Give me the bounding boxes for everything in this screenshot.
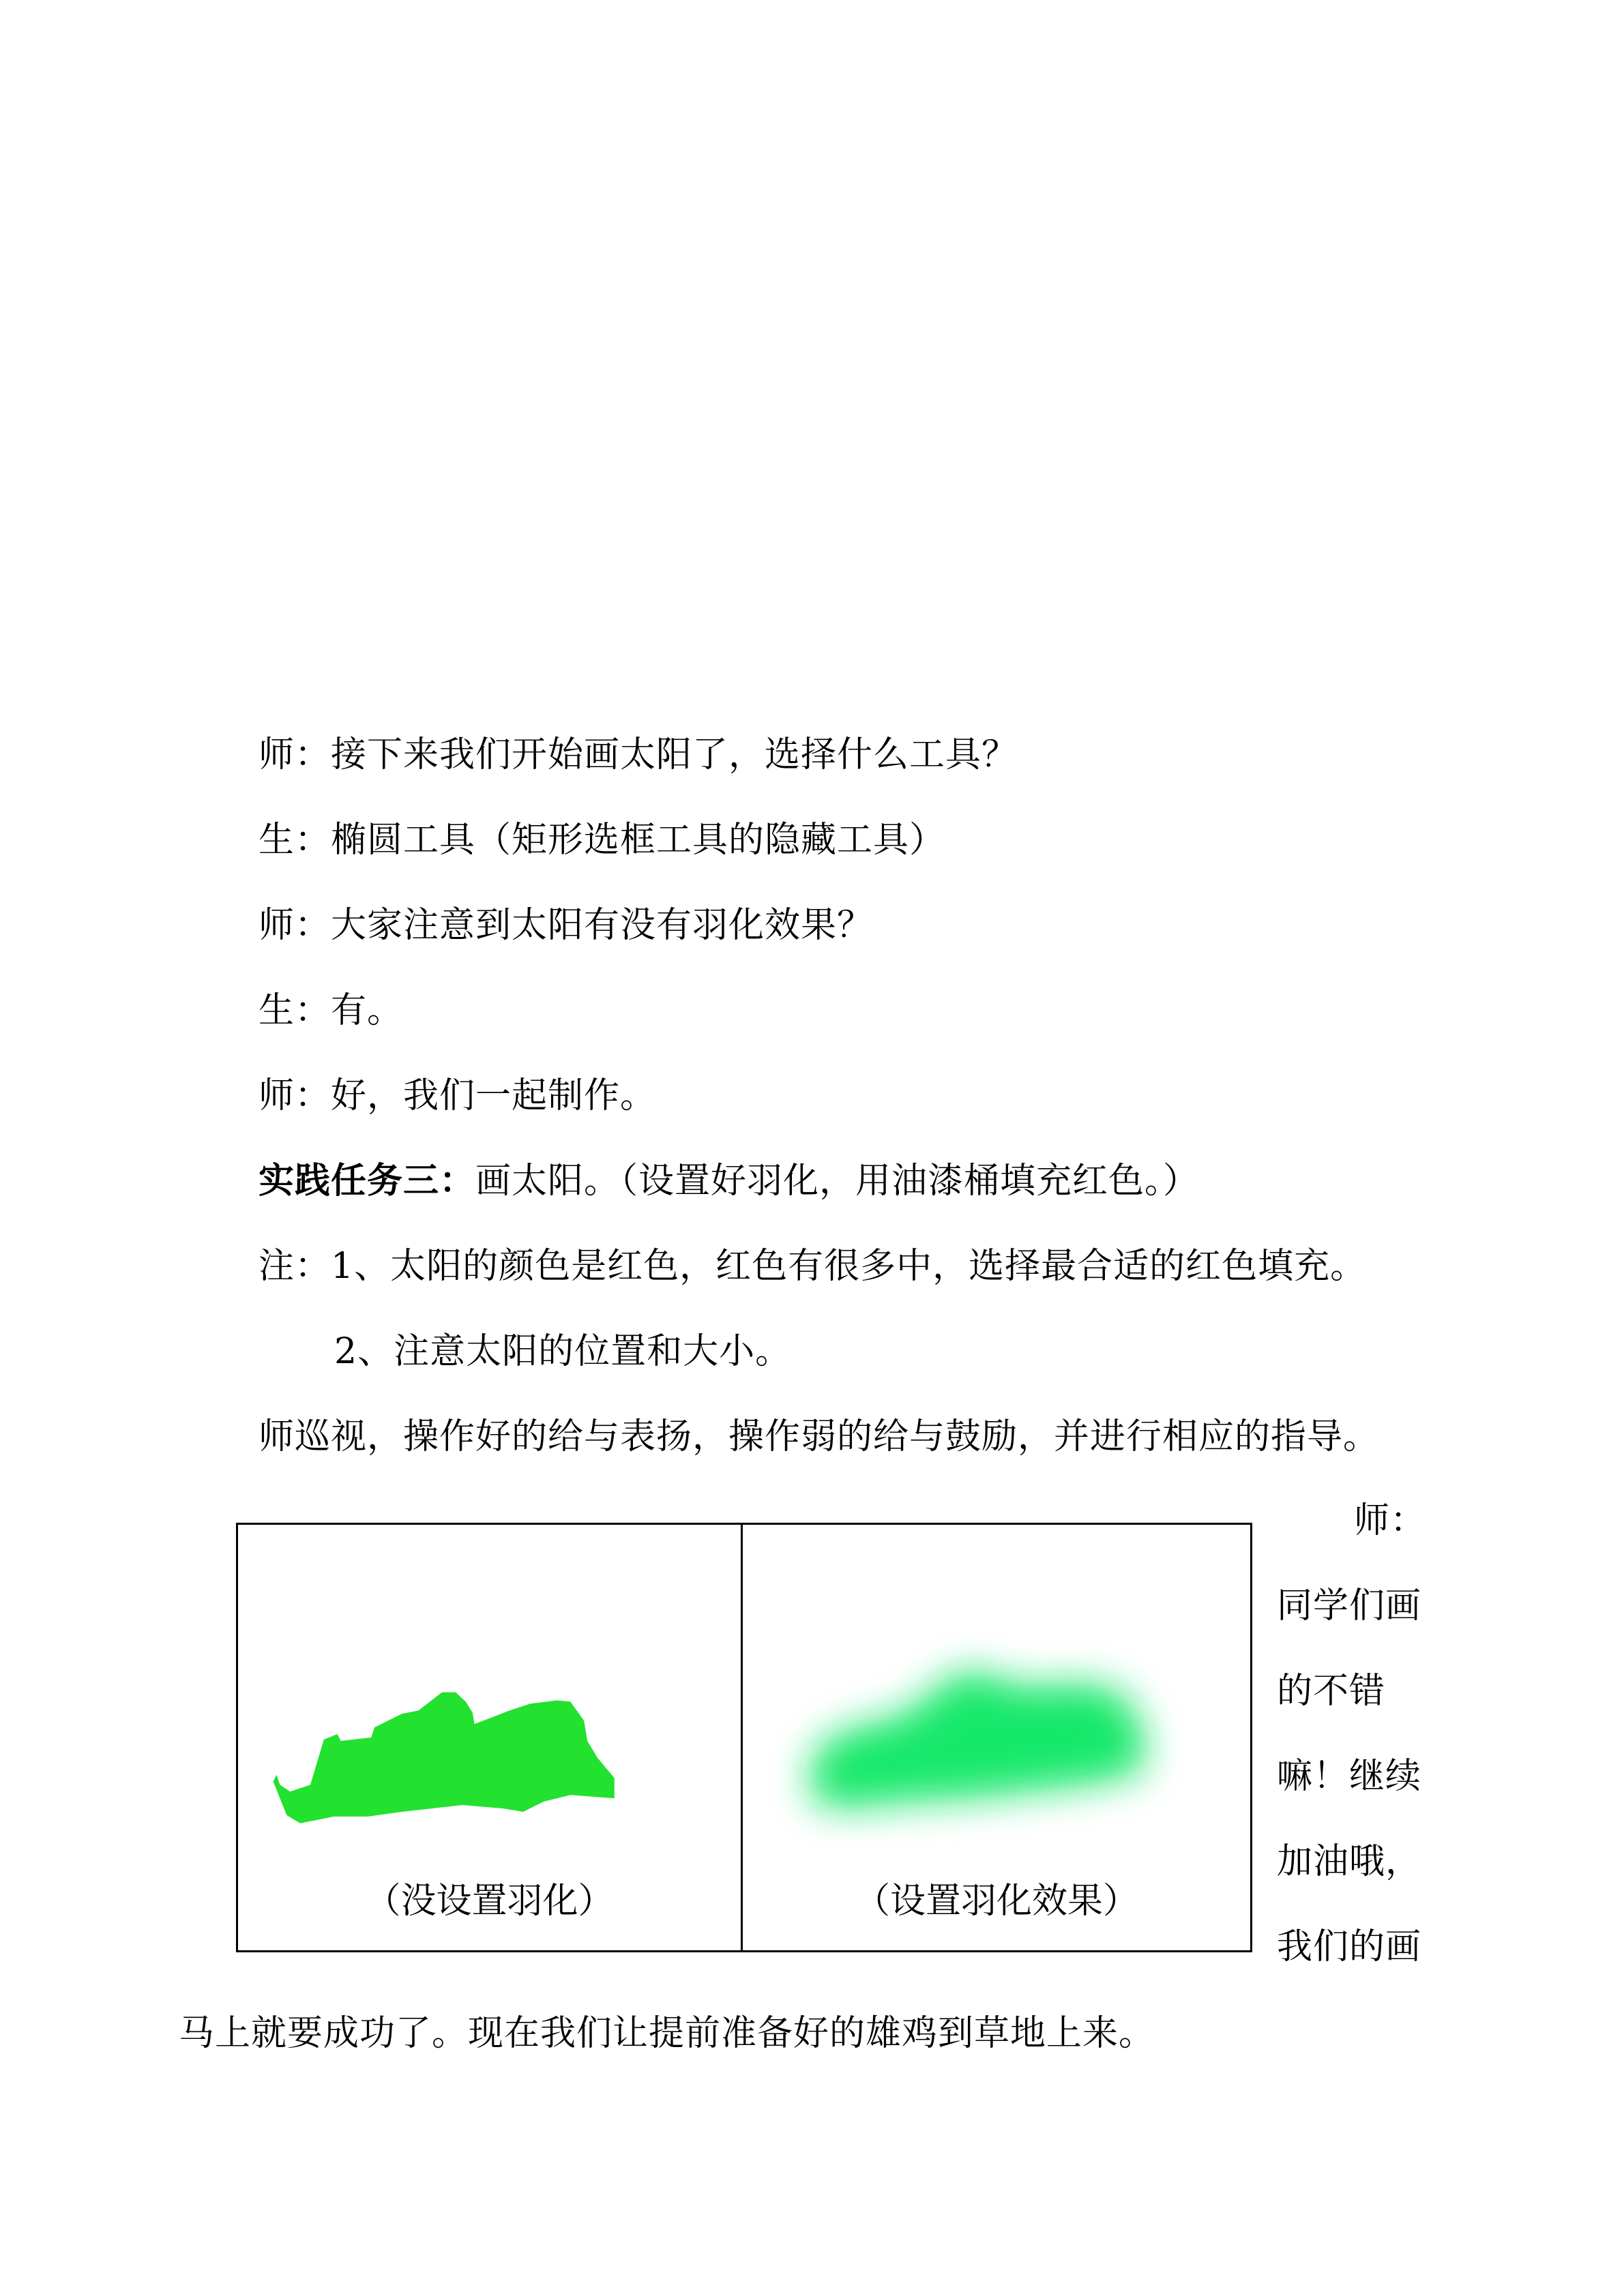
closing-line: 马上就要成功了。现在我们让提前准备好的雄鸡到草地上来。 xyxy=(179,2013,1155,2054)
feathered-green-shape xyxy=(808,1670,1146,1808)
teacher-patrol-text: 师巡视，操作好的给与表扬，操作弱的给与鼓励，并进行相应的指导。 xyxy=(259,1416,1380,1457)
no-feather-cell xyxy=(238,1525,743,1950)
side-text-line-1: 同学们画 xyxy=(1277,1585,1422,1626)
dialogue-teacher-feather-question: 师：大家注意到太阳有没有羽化效果？ xyxy=(259,905,874,946)
side-teacher-label: 师： xyxy=(1354,1500,1427,1541)
dialogue-teacher-tool-question: 师：接下来我们开始画太阳了，选择什么工具？ xyxy=(259,734,1018,775)
practice-task-three xyxy=(259,1159,1199,1203)
side-text-line-3: 嘛！继续 xyxy=(1277,1756,1422,1797)
dialogue-student-yes: 生：有。 xyxy=(259,990,404,1031)
side-text-line-2: 的不错 xyxy=(1277,1671,1386,1712)
no-feather-caption: （没设置羽化） xyxy=(365,1881,614,1922)
practice-task-label: 实践任务三： xyxy=(259,1160,476,1202)
practice-task-text: 画太阳。（设置好羽化，用油漆桶填充红色。） xyxy=(475,1161,1200,1202)
note-2: 2、注意太阳的位置和大小。 xyxy=(334,1331,792,1372)
dialogue-teacher-make-together: 师：好，我们一起制作。 xyxy=(259,1075,657,1116)
feather-cell xyxy=(743,1525,1250,1950)
feather-caption: （设置羽化效果） xyxy=(854,1881,1138,1922)
note-1: 注：1、太阳的颜色是红色，红色有很多中，选择最合适的红色填充。 xyxy=(259,1246,1367,1287)
side-text-line-5: 我们的画 xyxy=(1277,1926,1422,1967)
feather-comparison-figure xyxy=(236,1523,1252,1952)
side-text-line-4: 加油哦， xyxy=(1277,1841,1422,1882)
sharp-green-shape xyxy=(274,1693,615,1823)
dialogue-student-ellipse-tool: 生：椭圆工具（矩形选框工具的隐藏工具） xyxy=(259,820,946,861)
